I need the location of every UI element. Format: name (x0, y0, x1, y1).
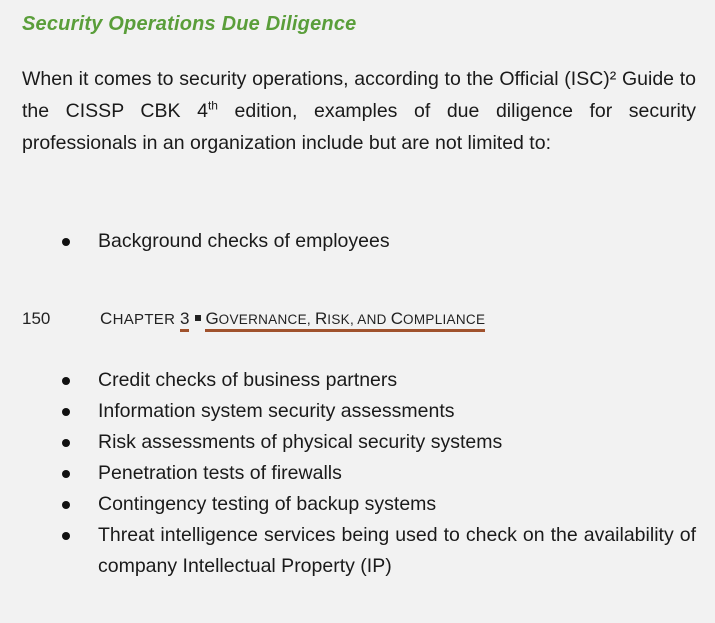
chapter-label-initial: C (100, 309, 113, 328)
intro-text-part2: edition, examples of due diligence for security professionals in an organization include but are not limited to: (22, 100, 696, 154)
chapter-title[interactable] (205, 309, 485, 332)
bullet-icon (62, 408, 70, 416)
list-item-text: Credit checks of business partners (98, 369, 398, 391)
chapter-title-initial: G (205, 309, 219, 328)
chapter-title-segment: OMPLIANCE (403, 312, 486, 327)
intro-paragraph (22, 63, 696, 159)
list-item (62, 489, 696, 520)
chapter-title-initial: C (390, 309, 404, 328)
list-item (62, 458, 696, 489)
bullet-icon (62, 238, 70, 246)
list-item-text: Contingency testing of backup systems (98, 493, 437, 515)
chapter-title-segment: ISK (327, 312, 350, 327)
list-item-text: Threat intelligence services being used to check on the availability of company Intellectual Property (IP) (98, 524, 696, 577)
page-running-footer (22, 309, 485, 329)
due-diligence-list-part1 (62, 226, 696, 257)
chapter-title-initial: R (315, 309, 328, 328)
chapter-title-segment: , AND (349, 312, 391, 327)
intro-text-part1: When it comes to security operations, according to the Official (ISC)² Guide to the CISSP CBK 4 (22, 68, 696, 122)
chapter-title-segment: OVERNANCE (218, 312, 307, 327)
list-item-text: Risk assessments of physical security systems (98, 431, 503, 453)
list-item-text: Information system security assessments (98, 400, 455, 422)
list-item-text: Penetration tests of firewalls (98, 462, 342, 484)
list-item (62, 396, 696, 427)
bullet-icon (62, 501, 70, 509)
list-item (62, 520, 696, 582)
chapter-label (100, 311, 175, 328)
list-item (62, 365, 696, 396)
bullet-icon (62, 439, 70, 447)
due-diligence-list-part2 (62, 365, 696, 582)
list-item (62, 427, 696, 458)
bullet-icon (62, 377, 70, 385)
page-number: 150 (22, 309, 51, 328)
chapter-number: 3 (180, 309, 189, 332)
bullet-icon (62, 470, 70, 478)
bullet-icon (62, 532, 70, 540)
chapter-label-rest: HAPTER (112, 311, 176, 328)
section-heading: Security Operations Due Diligence (22, 13, 357, 35)
list-item-text: Background checks of employees (98, 230, 390, 252)
intro-superscript: th (207, 98, 218, 113)
chapter-title-segment: , (306, 312, 315, 327)
separator-square-icon (195, 315, 201, 321)
list-item (62, 226, 696, 257)
